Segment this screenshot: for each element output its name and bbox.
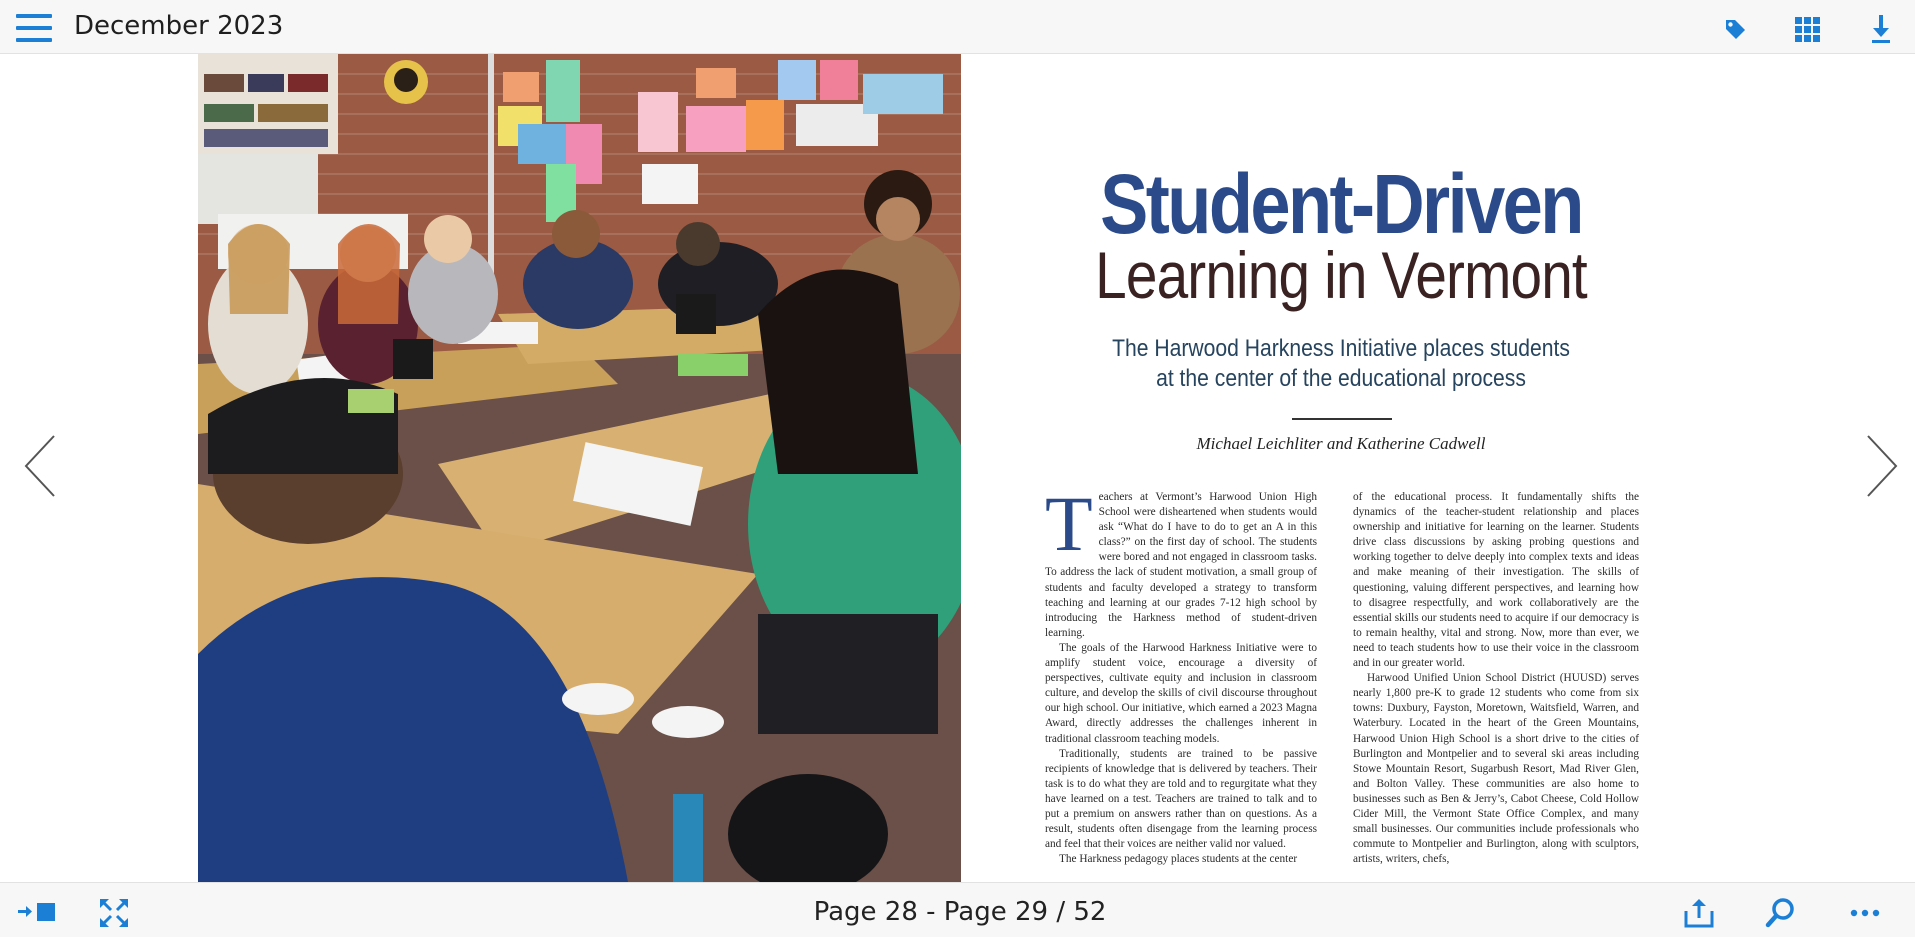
divider-rule (1292, 418, 1392, 420)
chevron-right-icon[interactable] (1862, 432, 1902, 500)
article-headline-primary: Student-Driven (1100, 157, 1582, 251)
article-paragraph: The goals of the Harwood Harkness Initiative were to amplify student voice, encourage a diversity of perspectives, cultivate equity and inclusion in classroom culture, and develop the skills of civil discourse throughout our high school. Our initiative, which earned a 2023 Magna Award, directly addresses the challenges inherent in traditional classroom teaching models. (1045, 641, 1317, 745)
drop-cap: T (1045, 480, 1093, 567)
article-deck-line: The Harwood Harkness Initiative places students (1112, 335, 1570, 362)
article-paragraph (1045, 480, 1317, 641)
page-29-article[interactable] (961, 54, 1721, 882)
article-column-2 (1353, 490, 1639, 867)
article-byline: Michael Leichliter and Katherine Cadwell (1196, 434, 1486, 453)
search-icon[interactable] (1764, 897, 1798, 927)
article-paragraph: of the educational process. It fundamentally shifts the dynamics of the teacher-student relationship and places ownership and initiative for learning on the learner. Students drive class discussions by asking probing questions and working together to delve deeply into complex texts and ideas and make meaning of their investigation. The skills of questioning, valuing different perspectives, and learning how to disagree respectfully, and work collaboratively are the essential skills our students need to acquire if our democracy is to remain healthy, vital and strong. Now, more than ever, we need to teach students how to use their voice in the classroom and in our greater world. (1353, 491, 1639, 670)
grid-view-icon[interactable] (1790, 12, 1824, 46)
article-deck (1077, 334, 1605, 394)
document-title: December 2023 (74, 11, 284, 41)
classroom-photo (198, 54, 961, 882)
share-icon[interactable] (1682, 897, 1716, 927)
paragraph-text: eachers at Vermont’s Harwood Union High School were disheartened when students would ask “What do I have to do to get an A in this class?” on the first day of school. The students were bored and not engaged in classroom tasks. To address the lack of student motivation, a small group of students and faculty developed a strategy to transform teaching and learning at our grades 7-12 high school by introducing the Harkness method of student-driven learning. (1045, 491, 1317, 639)
chevron-left-icon[interactable] (20, 432, 60, 500)
article-deck-line: at the center of the educational process (1156, 365, 1526, 392)
article-headline-secondary: Learning in Vermont (1095, 238, 1587, 312)
bottom-toolbar (0, 882, 1915, 937)
article-paragraph: Harwood Unified Union School District (HUUSD) serves nearly 1,800 pre-K to grade 12 students who come from six towns: Duxbury, Fayston, Moretown, Waitsfield, Warren, and Waterbury. Located in the heart of the Green Mountains, Harwood Union High School is a short drive to the cities of Burlington and Montpelier and to several ski areas including Stowe Mountain Resort, Sugarbush Resort, Mad River Glen, and Bolton Valley. These communities are also home to businesses such as Ben & Jerry’s, Cabot Cheese, Cold Hollow Cider Mill, the Vermont State Office Complex, and many small businesses. Our communities include professionals who commute to Montpelier and Burlington, along with sculptors, artists, writers, chefs, (1353, 672, 1639, 866)
tag-icon[interactable] (1718, 12, 1752, 46)
page-28-photo[interactable] (198, 54, 961, 882)
article-paragraph: The Harkness pedagogy places students at the center (1059, 853, 1298, 866)
top-toolbar (0, 0, 1915, 54)
article-paragraph: Traditionally, students are trained to be passive recipients of knowledge that is delivered by teachers. Their task is to do what they are told and to regurgitate what they have learned on a test. Teachers are trained to talk and to put a premium on answers rather than on questions. As a result, students often disengage from the learning process and feel that their voices are neither valid nor valued. (1045, 747, 1317, 851)
page-indicator: Page 28 - Page 29 / 52 (813, 897, 1107, 927)
article-column-1 (1045, 480, 1317, 867)
download-icon[interactable] (1864, 12, 1898, 46)
more-options-icon[interactable] (1848, 897, 1882, 927)
hamburger-menu-icon[interactable] (16, 14, 52, 42)
